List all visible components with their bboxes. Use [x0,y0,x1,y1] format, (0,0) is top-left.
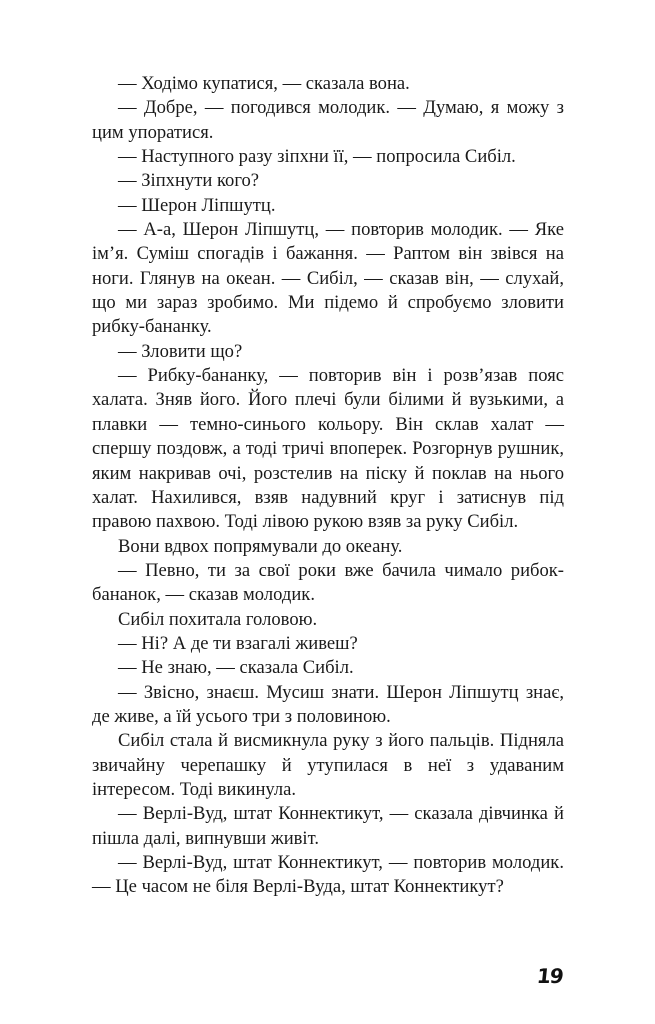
paragraph: — Зіпхнути кого? [118,170,260,192]
paragraph: — Звісно, знаєш. Мусиш знати. Шерон Ліпшутц знає, де живе, а їй усього три з половиною. [92,681,564,727]
paragraph: — Зловити що? [118,340,243,362]
paragraph: — Верлі-Вуд, штат Коннектикут, — сказала дівчинка й пішла далі, випнувши живіт. [92,803,564,849]
body-text [92,72,564,900]
paragraph: — Добре, — погодився молодик. — Думаю, я можу з цим упоратися. [92,97,564,143]
paragraph: Вони вдвох попрямували до океану. [118,535,403,557]
paragraph: — Ні? А де ти взагалі живеш? [118,632,358,654]
paragraph: — Шерон Ліпшутц. [118,194,276,216]
page-number: 19 [535,964,565,988]
paragraph: — Ходімо купатися, — сказала вона. [118,73,410,94]
paragraph: — Не знаю, — сказала Сибіл. [118,657,354,679]
paragraph: Сибіл похитала головою. [118,608,318,630]
paragraph: — Верлі-Вуд, штат Коннектикут, — повторив молодик. — Це часом не біля Верлі-Вуда, штат Коннектикут? [92,852,564,898]
paragraph: — Рибку-бананку, — повторив він і розв’язав пояс халата. Зняв його. Його плечі були білими й вузькими, а плавки — темно-синього кольору. Він склав халат — спершу поздовж, а тоді тричі впоперек. Розгорнув рушник, яким накривав очі, розстелив на піску й поклав на нього халат. Нахилився, взяв надувний круг і затиснув під правою пахвою. Тоді лівою рукою взяв за руку Сибіл. [92,365,564,533]
paragraph: — А-а, Шерон Ліпшутц, — повторив молодик. — Яке ім’я. Суміш спогадів і бажання. — Раптом він звівся на ноги. Глянув на океан. — Сибіл, — сказав він, — слухай, що ми зараз зробимо. Ми підемо й спробуємо зловити рибку-бананку. [92,219,564,338]
paragraph: — Наступного разу зіпхни її, — попросила Сибіл. [118,146,516,168]
paragraph: Сибіл стала й висмикнула руку з його пальців. Підняла звичайну черепашку й утупилася в неї з удаваним інтересом. Тоді викинула. [92,730,564,800]
paragraph: — Певно, ти за свої роки вже бачила чимало рибок-бананок, — сказав молодик. [92,559,564,606]
